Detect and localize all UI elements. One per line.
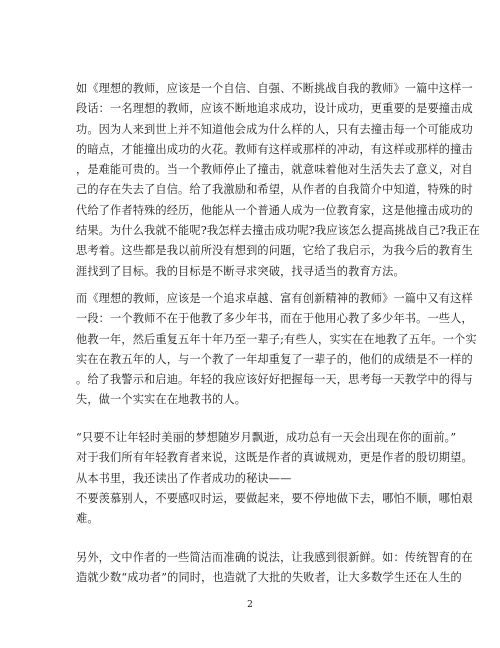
paragraph-concise-expressions [76, 548, 473, 589]
text-line: ，是难能可贵的。当一个教师停止了撞击，就意味着他对生活失去了意义，对自 [76, 163, 473, 177]
text-line: 的暗点，才能撞出成功的火花。教师有这样或那样的冲动，有这样或那样的撞击 [76, 142, 473, 156]
text-line: 难。 [76, 512, 99, 526]
text-line: 。给了我警示和启迪。年轻的我应该好好把握每一天，思考每一天教学中的得与 [76, 373, 473, 387]
text-line: 他教一年，然后重复五年十年乃至一辈子;有些人，实实在在地教了五年。一个实 [76, 332, 477, 346]
text-line: 己的存在失去了自信。给了我激励和希望，从作者的自我简介中知道，特殊的时 [76, 183, 473, 197]
text-line: 功。因为人来到世上并不知道他会成为什么样的人，只有去撞击每一个可能成功 [76, 122, 473, 136]
paragraph-dream-quote [76, 428, 473, 529]
text-line: 对于我们所有年轻教育者来说，这既是作者的真诚规劝，更是作者的殷切期望。 [76, 451, 473, 465]
text-line: 段话：一名理想的教师，应该不断地追求成功，设计成功，更重要的是要撞击成 [76, 102, 473, 116]
text-line: 从本书里，我还读出了作者成功的秘诀—— [76, 471, 292, 485]
text-line: 失，做一个实实在在地教书的人。 [76, 393, 247, 407]
paragraph-ideal-teacher-excellence [76, 289, 477, 411]
text-line: 一段：一个教师不在于他教了多少年书，而在于他用心教了多少年书。一些人， [76, 312, 473, 326]
text-line: 不要羡慕别人，不要感叹时运，要做起来，要不停地做下去，哪怕不顺，哪怕艰 [76, 491, 473, 505]
text-line: “只要不让年轻时美丽的梦想随岁月飘逝，成功总有一天会出现在你的面前。” [76, 431, 457, 444]
text-line: 实在在教五年的人，与一个教了一年却重复了一辈子的，他们的成绩是不一样的 [76, 352, 473, 366]
text-line: 代给了作者特殊的经历，他能从一个普通人成为一位教育家，这是他撞击成功的 [76, 203, 473, 217]
text-line: 涯找到了目标。我的目标是不断寻求突破，找寻适当的教育方法。 [76, 264, 405, 278]
text-line: 思考着。这些都是我以前所没有想到的问题，它给了我启示，为我今后的教育生 [76, 244, 473, 258]
text-line: 而《理想的教师，应该是一个追求卓越、富有创新精神的教师》一篇中又有这样 [76, 292, 473, 305]
text-line: 如《理想的教师，应该是一个自信、自强、不断挑战自我的教师》一篇中这样一 [76, 82, 473, 95]
paragraph-ideal-teacher-confidence [76, 79, 480, 282]
text-line: 造就少数“成功者”的同时，也造就了大批的失败者，让大多数学生还在人生的 [76, 571, 462, 585]
text-line: 另外，文中作者的一些简洁而准确的说法，让我感到很新鲜。如：传统智育的在 [76, 551, 473, 564]
page-number: 2 [247, 600, 253, 610]
text-line: 结果。为什么我就不能呢?我怎样去撞击成功呢?我应该怎么提高挑战自己?我正在 [76, 224, 480, 238]
